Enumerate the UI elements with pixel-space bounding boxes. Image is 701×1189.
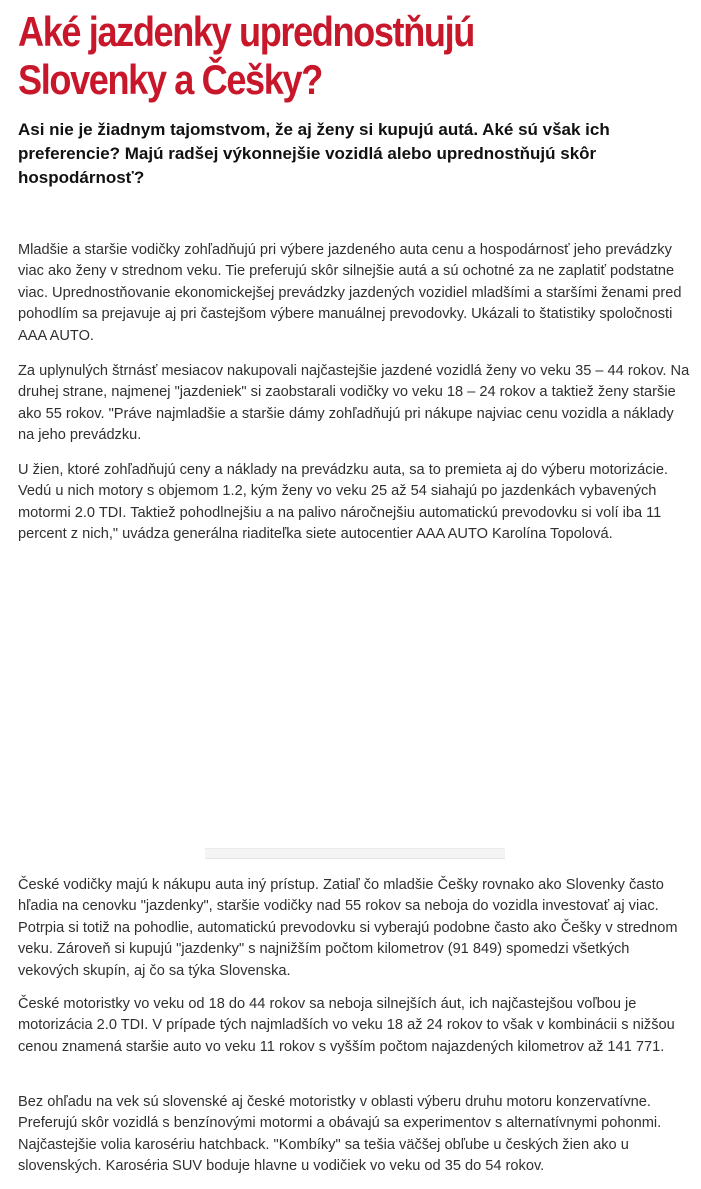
ad-placeholder xyxy=(0,560,701,860)
article-paragraph: U žien, ktoré zohľadňujú ceny a náklady na prevádzku auta, sa to premieta aj do výberu motorizácie. Vedú u nich motory s objemom 1.2, kým ženy vo veku 25 až 54 siahajú po jazdenkách vybavených motormi 2.0 TDI. Taktiež pohodlnejšiu a na palivo náročnejšiu automatickú prevodovku si volí iba 11 percent z nich," uvádza generálna riaditeľka siete autocentier AAA AUTO Karolína Topolová. xyxy=(18,462,668,543)
article-paragraph: Bez ohľadu na vek sú slovenské aj české motoristky v oblasti výberu druhu motoru konzervatívne. Preferujú skôr vozidlá s benzínovými motormi a obávajú sa experimentov s alternatívnymi pohonmi. Najčastejšie volia karosériu hatchback. "Kombíky" sa tešia väčšej obľube u českých žien ako u slovenských. Karoséria SUV boduje hlavne u vodičiek vo veku od 35 do 54 rokov. xyxy=(18,1094,662,1175)
article-paragraph: Mladšie a staršie vodičky zohľadňujú pri výbere jazdeného auta cenu a hospodárnosť jeho prevádzky viac ako ženy v strednom veku. Tie preferujú skôr silnejšie autá a sú ochotné za ne zaplatiť podstatne viac. Uprednostňovanie ekonomickejšej prevádzky jazdených vozidiel mladšími a staršími ženami pred pohodlím sa prejavuje aj pri častejšom výbere manuálnej prevodovky. Ukázali to štatistiky spoločnosti AAA AUTO. xyxy=(18,242,682,344)
article-paragraph: Za uplynulých štrnásť mesiacov nakupovali najčastejšie jazdené vozidlá ženy vo veku 35 – 44 rokov. Na druhej strane, najmenej "jazdeniek" si zaobstarali vodičky vo veku 18 – 24 rokov a taktiež ženy staršie ako 55 rokov. "Práve najmladšie a staršie dámy zohľadňujú pri nákupe najviac cenu vozidla a náklady na jeho prevádzku. xyxy=(18,363,690,444)
article-paragraph: České motoristky vo veku od 18 do 44 rokov sa neboja silnejších áut, ich najčastejšou voľbou je motorizácia 2.0 TDI. V prípade tých najmladších vo veku 18 až 24 rokov to však v kombinácii s nižšou cenou znamená staršie auto vo veku 11 rokov s vyšším počtom najazdených kilometrov až 141 771. xyxy=(18,996,675,1055)
article-lead: Asi nie je žiadnym tajomstvom, že aj ženy si kupujú autá. Aké sú však ich preferencie? Majú radšej výkonnejšie vozidlá alebo uprednostňujú skôr hospodárnosť? xyxy=(18,120,610,187)
article-title: Aké jazdenky uprednostňujú Slovenky a Češky? xyxy=(18,8,474,103)
article-paragraph: České vodičky majú k nákupu auta iný prístup. Zatiaľ čo mladšie Češky rovnako ako Slovenky často hľadia na cenovku "jazdenky", staršie vodičky nad 55 rokov sa neboja do vozidla investovať aj viac. Potrpia si totiž na pohodlie, automatickú prevodovku si vyberajú podobne často ako Češky v strednom veku. Zároveň si kupujú "jazdenky" s najnižším počtom kilometrov (91 849) spomedzi všetkých vekových skupín, aj čo sa týka Slovenska. xyxy=(18,877,678,979)
ad-divider xyxy=(205,848,505,859)
